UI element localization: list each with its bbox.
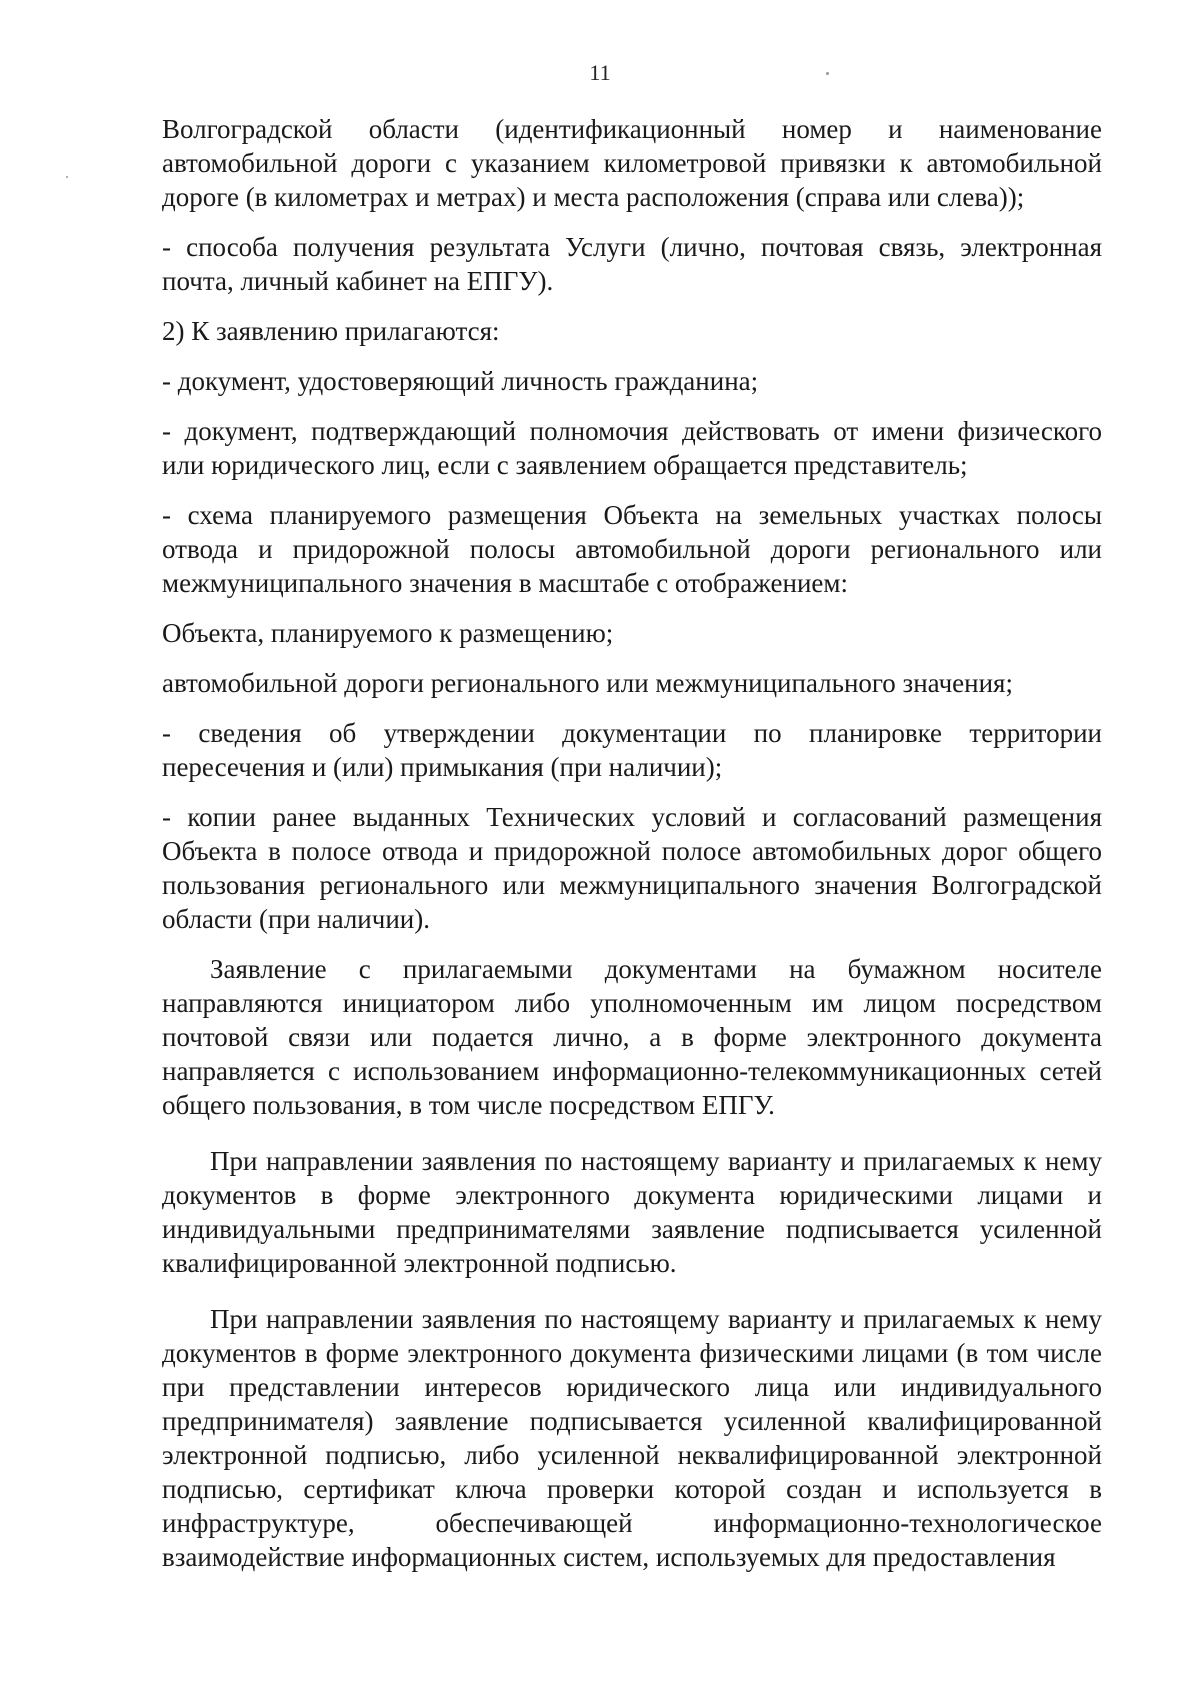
paragraph-road-identification: Волгоградской области (идентификационный номер и наименование автомобильной дороги с указанием километровой привязки к автомобильной дороге (в километрах и метрах) и места расположения (справа или слева)); — [162, 114, 1102, 212]
paragraph-legal-entity-signature: При направлении заявления по настоящему варианту и прилагаемых к нему документов в форме электронного документа юридическими лицами и индивидуальными предпринимателями заявление подписывается усиленной квалифицированной электронной подписью. — [162, 1146, 1102, 1278]
paragraph-identity-document: - документ, удостоверяющий личность гражданина; — [162, 366, 759, 396]
scan-speck — [66, 176, 68, 178]
paragraph-authority-document: - документ, подтверждающий полномочия действовать от имени физического или юридического лиц, если с заявлением обращается представитель; — [162, 416, 1102, 480]
paragraph-placement-scheme: - схема планируемого размещения Объекта на земельных участках полосы отвода и придорожной полосы автомобильной дороги регионального или межмуниципального значения в масштабе с отображением: — [162, 500, 1102, 598]
paragraph-attachments-heading: 2) К заявлению прилагаются: — [162, 316, 500, 346]
document-body — [162, 112, 1102, 1596]
paragraph-submission-methods: Заявление с прилагаемыми документами на бумажном носителе направляются инициатором либо уполномоченным им лицом посредством почтовой связи или подается лично, а в форме электронного документа направляется с использованием информационно-телекоммуникационных сетей общего пользования, в том числе посредством ЕПГУ. — [162, 954, 1102, 1120]
paragraph-previous-conditions: - копии ранее выданных Технических условий и согласований размещения Объекта в полосе отвода и придорожной полосе автомобильных дорог общего пользования регионального или межмуниципального значения Волгоградской области (при наличии). — [162, 802, 1102, 934]
page-number: 11 — [589, 60, 611, 85]
paragraph-individual-signature: При направлении заявления по настоящему варианту и прилагаемых к нему документов в форме электронного документа физическими лицами (в том числе при представлении интересов юридического лица или индивидуального предпринимателя) заявление подписывается усиленной квалифицированной электронной подписью, либо усиленной неквалифицированной электронной подписью, сертификат ключа проверки которой создан и используется в инфраструктуре, обеспечивающей информационно-технологическое взаимодействие информационных систем, используемых для предоставления — [162, 1304, 1102, 1572]
paragraph-planning-documentation: - сведения об утверждении документации по планировке территории пересечения и (или) примыкания (при наличии); — [162, 718, 1102, 782]
paragraph-road-significance: автомобильной дороги регионального или межмуниципального значения; — [162, 668, 1013, 698]
paragraph-object-placement: Объекта, планируемого к размещению; — [162, 618, 614, 648]
paragraph-result-method: - способа получения результата Услуги (лично, почтовая связь, электронная почта, личный кабинет на ЕПГУ). — [162, 232, 1102, 296]
scan-speck — [826, 72, 829, 75]
